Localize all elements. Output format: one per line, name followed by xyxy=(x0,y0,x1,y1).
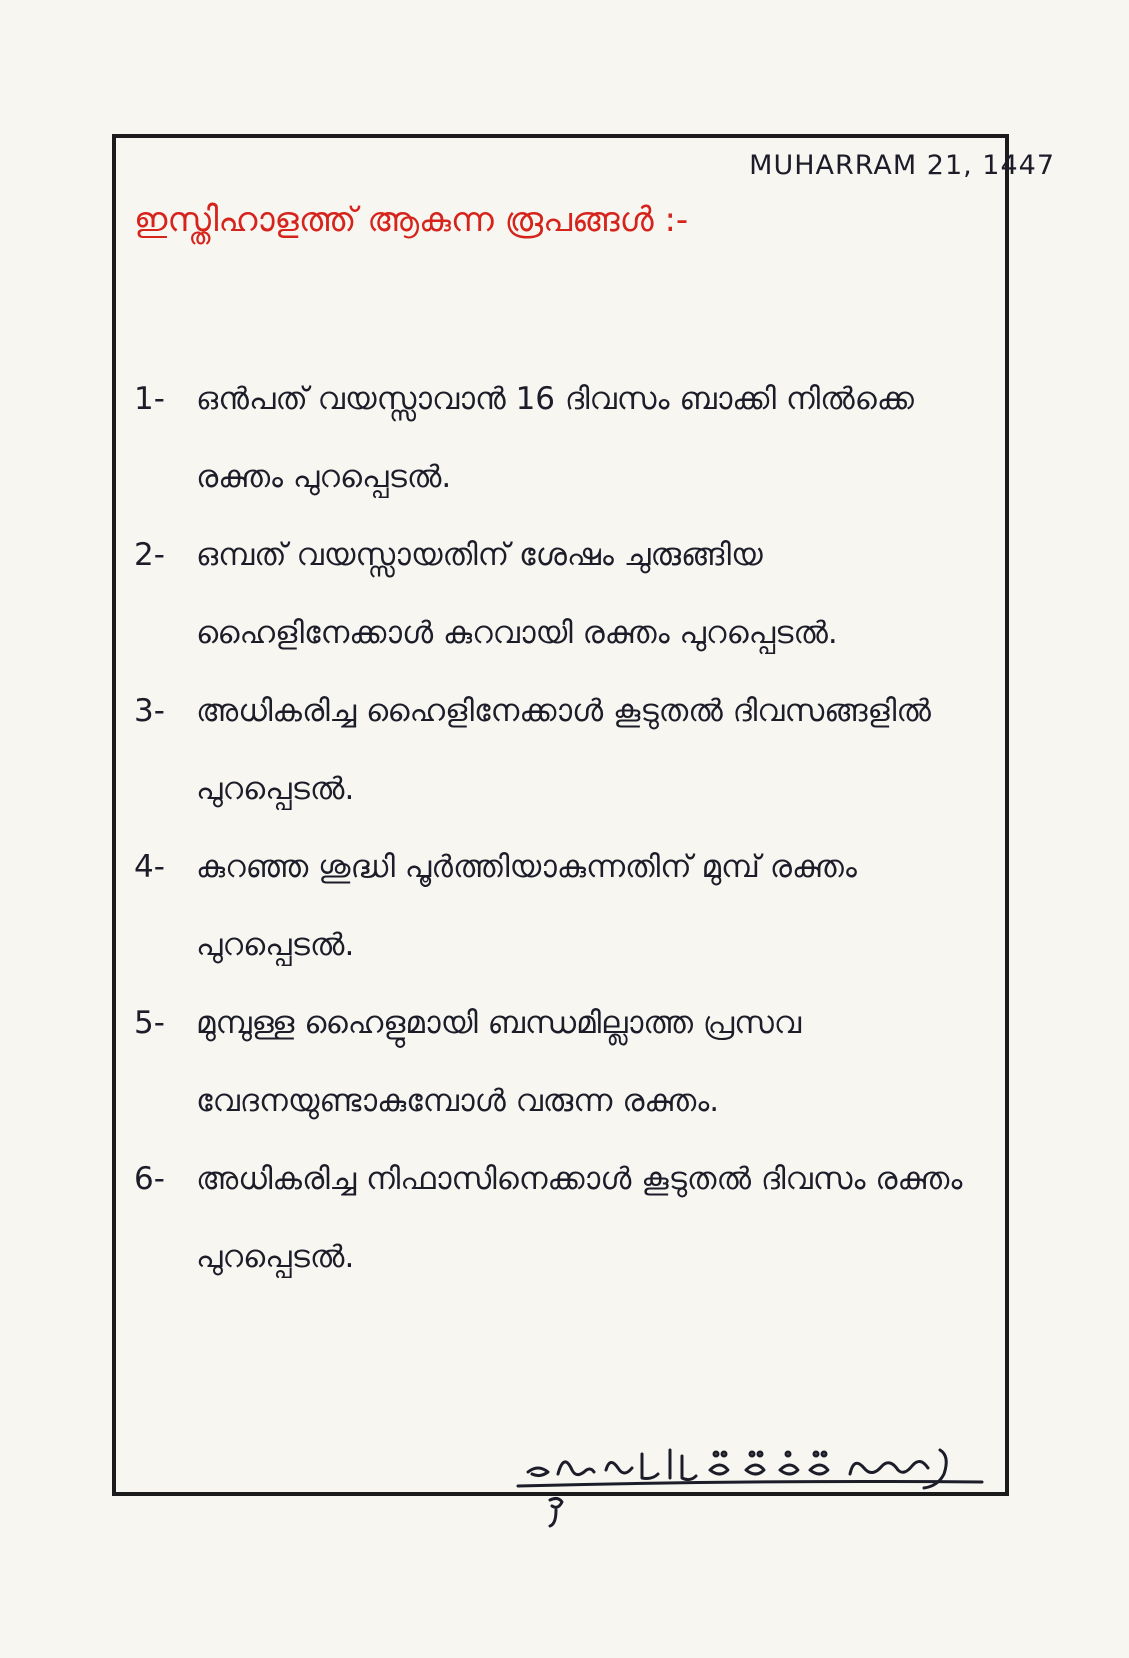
date-label: MUHARRAM 21, 1447 xyxy=(749,150,1055,181)
item-number: 5- xyxy=(134,1005,165,1041)
item-text: ഒമ്പത് വയസ്സായതിന് ശേഷം ചുരുങ്ങിയ ഹൈളിനേക്കാൾ കുറവായി രക്തം പുറപ്പെടൽ. xyxy=(196,537,838,651)
item-list xyxy=(134,360,1004,1296)
item-number: 6- xyxy=(134,1161,165,1197)
item-number: 3- xyxy=(134,693,165,729)
item-text: കുറഞ്ഞ ശുദ്ധി പൂർത്തിയാകുന്നതിന് മുമ്പ് രക്തം പുറപ്പെടൽ. xyxy=(196,849,857,963)
item-text: അധികരിച്ച ഹൈളിനേക്കാൾ കൂടുതൽ ദിവസങ്ങളിൽ പുറപ്പെടൽ. xyxy=(196,693,931,807)
item-number: 4- xyxy=(134,849,165,885)
handwritten-signature xyxy=(510,1440,990,1530)
list-item xyxy=(134,828,1004,984)
list-item xyxy=(134,984,1004,1140)
item-text: മുമ്പുള്ള ഹൈളുമായി ബന്ധമില്ലാത്ത പ്രസവ വേദനയുണ്ടാകുമ്പോൾ വരുന്ന രക്തം. xyxy=(196,1005,802,1119)
item-number: 1- xyxy=(134,381,165,417)
item-text: ഒൻപത് വയസ്സാവാൻ 16 ദിവസം ബാക്കി നിൽക്കെ രക്തം പുറപ്പെടൽ. xyxy=(196,381,914,495)
page-heading: ഇസ്തിഹാളത്ത് ആകുന്ന രൂപങ്ങൾ :- xyxy=(134,200,689,240)
list-item xyxy=(134,516,1004,672)
list-item xyxy=(134,1140,1004,1296)
list-item xyxy=(134,360,1004,516)
item-number: 2- xyxy=(134,537,165,573)
item-text: അധികരിച്ച നിഫാസിനെക്കാൾ കൂടുതൽ ദിവസം രക്തം പുറപ്പെടൽ. xyxy=(196,1161,963,1275)
list-item xyxy=(134,672,1004,828)
